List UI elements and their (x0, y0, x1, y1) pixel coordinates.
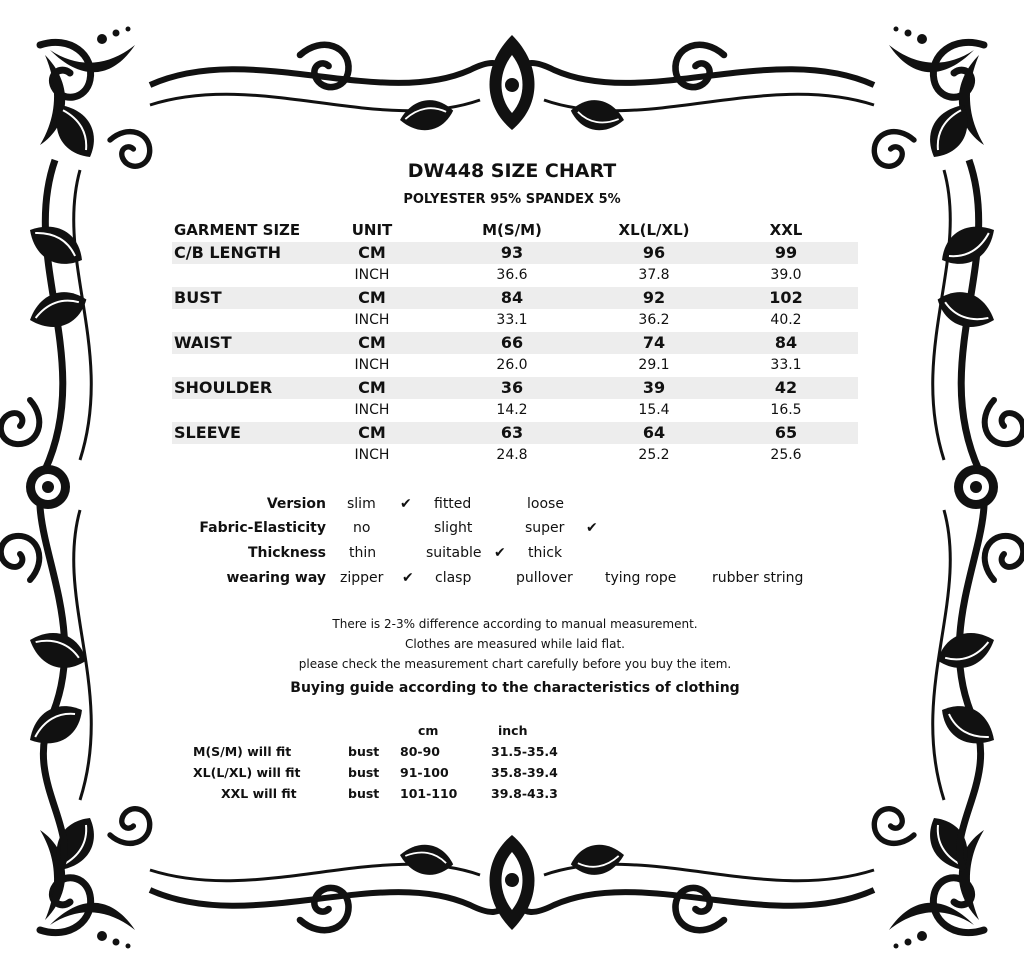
value-cell: 15.4 (638, 402, 670, 418)
header-size-m: M(S/M) (482, 221, 542, 239)
thickness-option: suitable (426, 545, 482, 561)
wearing-option: rubber string (712, 570, 804, 586)
value-cell: 63 (500, 422, 524, 442)
guide-inch: 39.8-43.3 (491, 786, 558, 801)
value-cell: 37.8 (638, 267, 670, 283)
guide-size: XXL will fit (221, 786, 297, 801)
elasticity-option: super (525, 520, 565, 536)
wearing-option: clasp (435, 570, 472, 586)
header-size-xxl: XXL (769, 221, 803, 239)
elasticity-label: Fabric-Elasticity (199, 520, 326, 536)
guide-inch: 35.8-39.4 (491, 765, 558, 780)
material-composition: POLYESTER 95% SPANDEX 5% (403, 192, 621, 207)
elasticity-option: no (353, 520, 371, 536)
value-cell: 64 (642, 422, 666, 442)
value-cell: 96 (642, 242, 666, 262)
header-unit: UNIT (351, 221, 393, 239)
buying-guide-title: Buying guide according to the characteristics of clothing (290, 680, 740, 696)
value-cell: 66 (500, 332, 524, 352)
guide-cm: 101-110 (400, 786, 458, 801)
check-icon: ✔ (402, 570, 414, 586)
table-row (172, 399, 858, 422)
unit-cell: INCH (354, 447, 390, 463)
value-cell: 84 (500, 287, 524, 307)
thickness-label: Thickness (247, 545, 326, 561)
guide-part: bust (348, 765, 380, 780)
value-cell: 39.0 (770, 267, 802, 283)
value-cell: 92 (642, 287, 666, 307)
value-cell: 99 (774, 242, 798, 262)
check-icon: ✔ (400, 496, 412, 512)
value-cell: 74 (642, 332, 666, 352)
header-garment-size: GARMENT SIZE (174, 221, 301, 239)
unit-cell: INCH (354, 267, 390, 283)
value-cell: 42 (774, 377, 798, 397)
value-cell: 102 (769, 287, 803, 307)
table-row (172, 354, 858, 377)
measurement-name: SHOULDER (174, 377, 273, 397)
value-cell: 33.1 (496, 312, 528, 328)
measurement-note: please check the measurement chart carefully before you buy the item. (298, 657, 732, 671)
unit-cell: CM (358, 332, 386, 352)
guide-header-cm: cm (418, 723, 439, 738)
guide-cm: 80-90 (400, 744, 440, 759)
measurement-name: WAIST (174, 332, 232, 352)
size-table (172, 219, 858, 467)
guide-header-inch: inch (498, 723, 528, 738)
wearing-way-label: wearing way (226, 570, 326, 586)
table-row (172, 264, 858, 287)
measurement-name: BUST (174, 287, 222, 307)
measurement-note: Clothes are measured while laid flat. (405, 637, 625, 651)
value-cell: 93 (500, 242, 524, 262)
table-row (172, 309, 858, 332)
wearing-option: pullover (516, 570, 573, 586)
value-cell: 14.2 (496, 402, 528, 418)
table-row (172, 422, 858, 445)
table-row (172, 287, 858, 310)
unit-cell: CM (358, 287, 386, 307)
value-cell: 33.1 (770, 357, 802, 373)
guide-part: bust (348, 744, 380, 759)
unit-cell: INCH (354, 312, 390, 328)
guide-part: bust (348, 786, 380, 801)
thickness-option: thin (349, 545, 377, 561)
table-row (172, 332, 858, 355)
version-option: slim (347, 496, 376, 512)
measurement-name: SLEEVE (174, 422, 241, 442)
version-label: Version (266, 496, 326, 512)
header-size-xl: XL(L/XL) (618, 221, 690, 239)
guide-size: M(S/M) will fit (193, 744, 292, 759)
value-cell: 25.2 (638, 447, 670, 463)
check-icon: ✔ (586, 520, 598, 536)
value-cell: 24.8 (496, 447, 528, 463)
wearing-option: zipper (340, 570, 384, 586)
table-row (172, 242, 858, 265)
table-row (172, 444, 858, 467)
unit-cell: INCH (354, 357, 390, 373)
elasticity-option: slight (434, 520, 473, 536)
guide-cm: 91-100 (400, 765, 449, 780)
thickness-option: thick (528, 545, 563, 561)
measurement-note: There is 2-3% difference according to manual measurement. (332, 617, 698, 631)
unit-cell: INCH (354, 402, 390, 418)
table-row (172, 377, 858, 400)
measurement-name: C/B LENGTH (174, 242, 282, 262)
version-option: loose (527, 496, 564, 512)
value-cell: 36.6 (496, 267, 528, 283)
version-option: fitted (434, 496, 472, 512)
value-cell: 39 (642, 377, 666, 397)
value-cell: 29.1 (638, 357, 670, 373)
value-cell: 36.2 (638, 312, 670, 328)
size-table-header (172, 219, 858, 242)
value-cell: 84 (774, 332, 798, 352)
value-cell: 25.6 (770, 447, 802, 463)
guide-inch: 31.5-35.4 (491, 744, 558, 759)
value-cell: 26.0 (496, 357, 528, 373)
value-cell: 16.5 (770, 402, 802, 418)
unit-cell: CM (358, 242, 386, 262)
unit-cell: CM (358, 377, 386, 397)
unit-cell: CM (358, 422, 386, 442)
chart-title: DW448 SIZE CHART (407, 160, 617, 182)
wearing-option: tying rope (605, 570, 677, 586)
check-icon: ✔ (494, 545, 506, 561)
value-cell: 40.2 (770, 312, 802, 328)
guide-size: XL(L/XL) will fit (193, 765, 301, 780)
value-cell: 36 (500, 377, 524, 397)
value-cell: 65 (774, 422, 798, 442)
